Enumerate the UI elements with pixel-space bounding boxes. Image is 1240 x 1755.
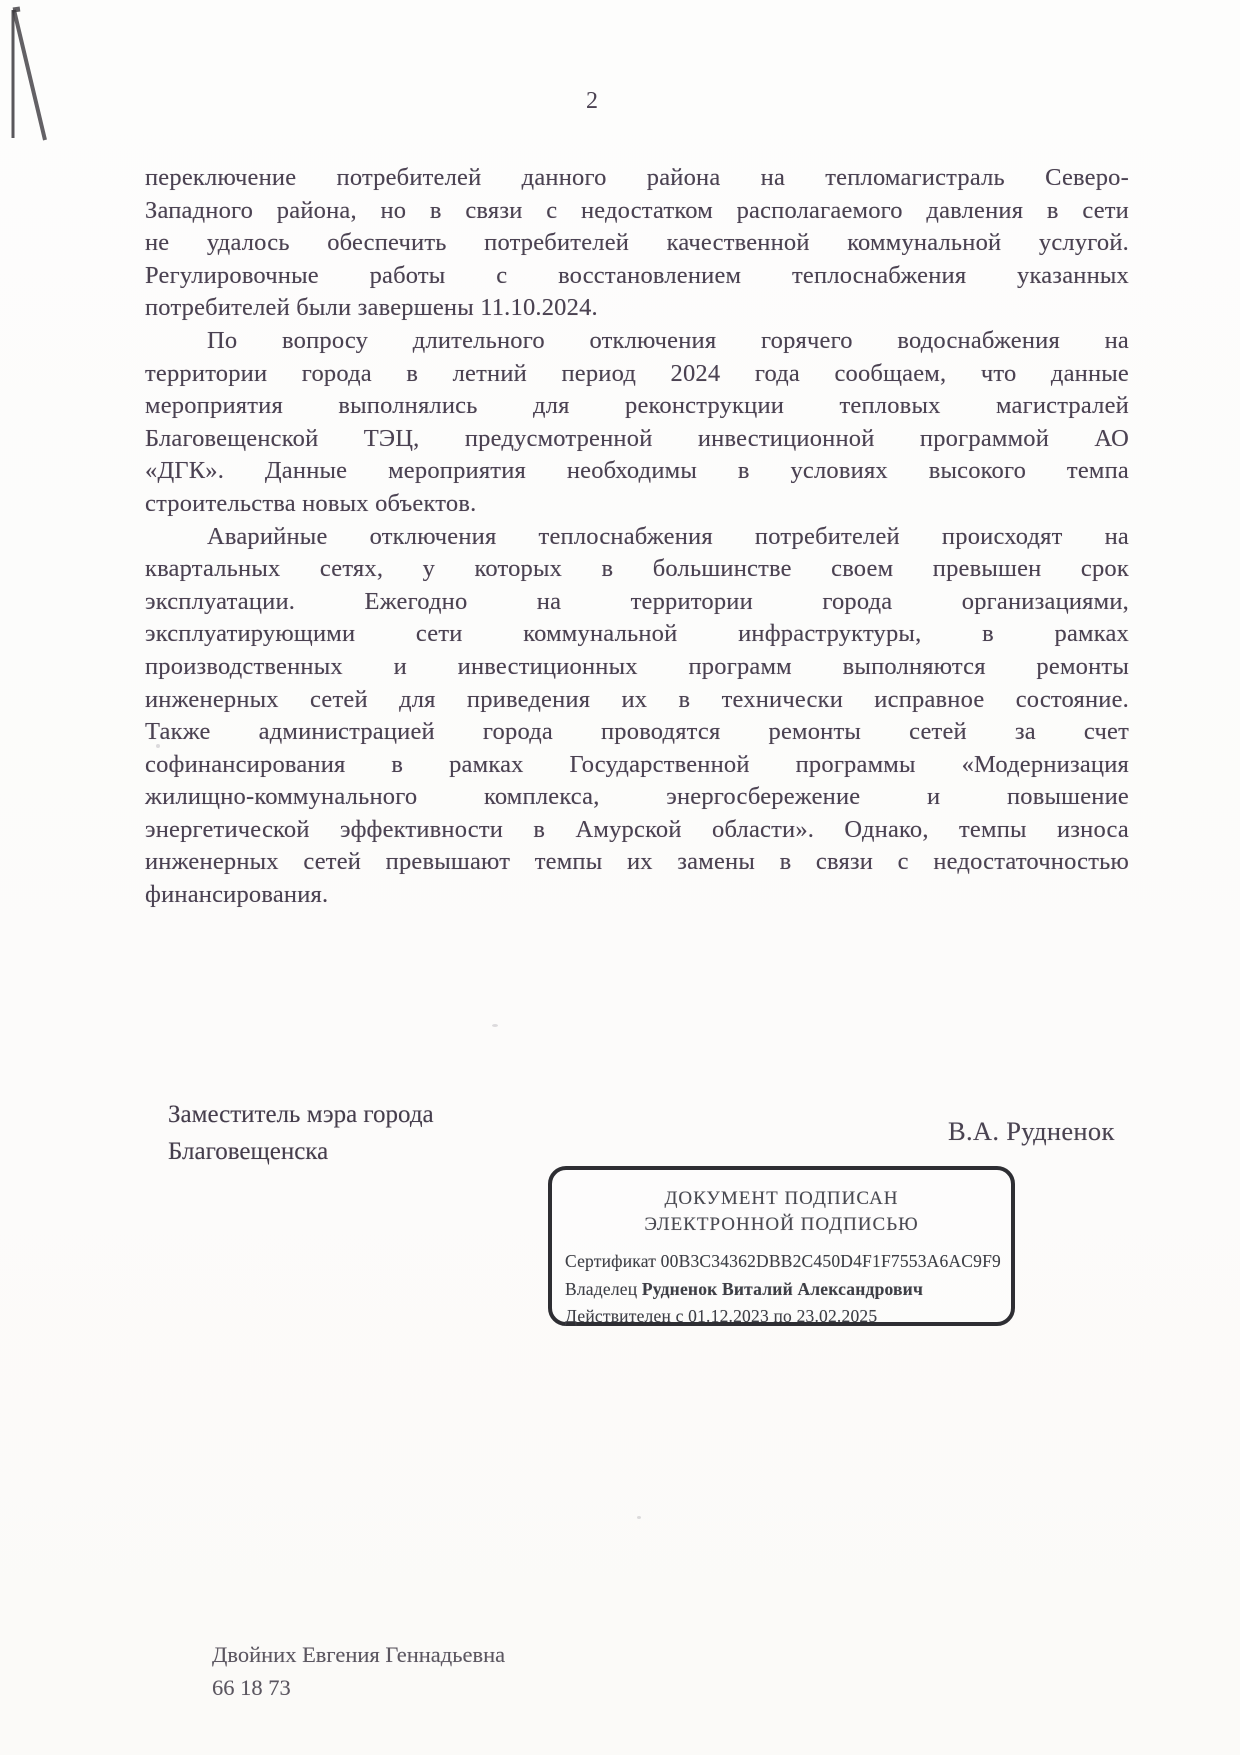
body-text-line: эксплуатации. Ежегодно на территории города организациями, xyxy=(145,587,1129,615)
stamp-title-line2: ЭЛЕКТРОННОЙ ПОДПИСЬЮ xyxy=(644,1214,919,1235)
stamp-details xyxy=(565,1248,1011,1331)
body-text-line: жилищно-коммунального комплекса, энергосбережение и повышение xyxy=(145,783,1129,811)
validity-between-label: по xyxy=(773,1306,792,1326)
executor-block xyxy=(212,1638,505,1704)
electronic-signature-stamp xyxy=(548,1166,1015,1326)
certificate-label: Сертификат xyxy=(565,1251,657,1271)
body-text-line: Аварийные отключения теплоснабжения потребителей происходят на xyxy=(207,522,1129,550)
signature-position-line1: Заместитель мэра города xyxy=(168,1101,434,1128)
body-text-line: производственных и инвестиционных программ выполняются ремонты xyxy=(145,652,1129,680)
body-text-line: квартальных сетях, у которых в большинстве своем превышен срок xyxy=(145,555,1129,583)
stamp-validity-row xyxy=(565,1303,1011,1331)
validity-label: Действителен с xyxy=(565,1306,684,1326)
body-text-line: эксплуатирующими сети коммунальной инфраструктуры, в рамках xyxy=(145,620,1129,648)
body-text-line: По вопросу длительного отключения горячего водоснабжения на xyxy=(207,326,1129,354)
owner-label: Владелец xyxy=(565,1278,638,1299)
body-text-line: «ДГК». Данные мероприятия необходимы в условиях высокого темпа xyxy=(145,457,1129,485)
signature-name: В.А. Рудненок xyxy=(948,1116,1115,1146)
body-text-line: мероприятия выполнялись для реконструкции тепловых магистралей xyxy=(145,392,1129,420)
body-text-line: строительства новых объектов. xyxy=(145,489,477,517)
certificate-value: 00B3C34362DBB2C450D4F1F7553A6AC9F9 xyxy=(660,1251,1002,1271)
body-text-line: инженерных сетей превышают темпы их замены в связи с недостаточностью xyxy=(145,848,1129,876)
signature-position-block xyxy=(168,1096,434,1170)
validity-from-date: 01.12.2023 xyxy=(688,1306,769,1326)
executor-phone: 66 18 73 xyxy=(212,1675,291,1700)
stamp-owner-row xyxy=(565,1276,1011,1304)
body-text-line: финансирования. xyxy=(145,881,329,909)
scan-fold-artifact xyxy=(0,0,70,150)
executor-name: Двойних Евгения Геннадьевна xyxy=(212,1642,506,1667)
body-text-line: софинансирования в рамках Государственной программы «Модернизация xyxy=(145,750,1129,778)
body-text-line: Благовещенской ТЭЦ, предусмотренной инвестиционной программой АО xyxy=(145,424,1129,452)
owner-value: Рудненок Виталий Александрович xyxy=(641,1278,924,1299)
page-number: 2 xyxy=(586,88,598,114)
scan-speck xyxy=(637,1516,641,1519)
letter-body xyxy=(145,162,1129,912)
body-text-line: потребителей были завершены 11.10.2024. xyxy=(145,294,598,322)
body-text-line: не удалось обеспечить потребителей качественной коммунальной услугой. xyxy=(145,229,1129,257)
stamp-title xyxy=(552,1186,1011,1238)
body-text-line: энергетической эффективности в Амурской области». Однако, темпы износа xyxy=(145,815,1129,843)
body-text-line: Западного района, но в связи с недостатком располагаемого давления в сети xyxy=(145,196,1129,224)
body-text-line: территории города в летний период 2024 года сообщаем, что данные xyxy=(145,359,1129,387)
body-text-line: Регулировочные работы с восстановлением теплоснабжения указанных xyxy=(145,261,1129,289)
signature-position-line2: Благовещенска xyxy=(168,1138,329,1165)
validity-to-date: 23.02.2025 xyxy=(796,1306,878,1326)
body-text-line: Также администрацией города проводятся ремонты сетей за счет xyxy=(145,718,1129,746)
stamp-title-line1: ДОКУМЕНТ ПОДПИСАН xyxy=(664,1188,899,1209)
body-text-line: инженерных сетей для приведения их в технически исправное состояние. xyxy=(145,685,1129,713)
scan-speck xyxy=(492,1024,498,1027)
stamp-certificate-row xyxy=(565,1248,1011,1276)
body-text-line: переключение потребителей данного района на тепломагистраль Северо- xyxy=(145,164,1129,191)
